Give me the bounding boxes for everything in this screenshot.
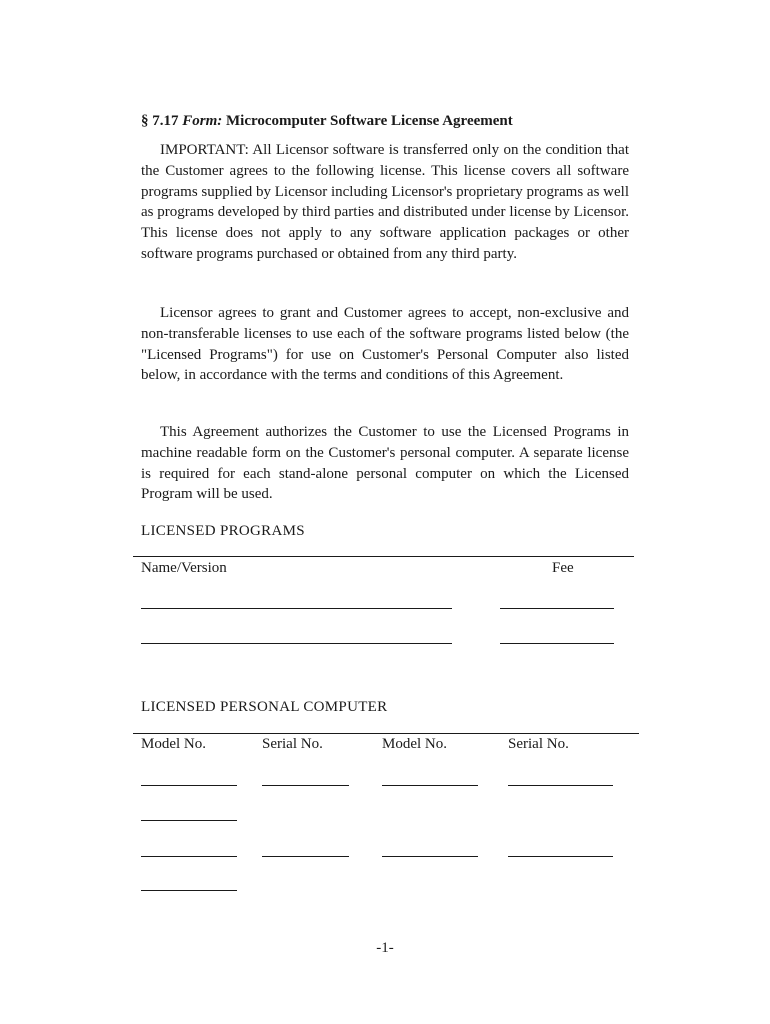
serial-no-blank-4[interactable] [508, 856, 613, 857]
column-model-no-2: Model No. [382, 736, 447, 752]
licensed-programs-heading: LICENSED PROGRAMS [141, 523, 305, 539]
column-model-no-1: Model No. [141, 736, 206, 752]
program-fee-blank-2[interactable] [500, 643, 614, 644]
column-name-version: Name/Version [141, 560, 227, 576]
model-no-blank-4[interactable] [382, 856, 478, 857]
serial-no-blank-2[interactable] [508, 785, 613, 786]
section-title [141, 111, 641, 131]
program-name-blank-1[interactable] [141, 608, 452, 609]
column-fee: Fee [552, 560, 574, 576]
program-fee-blank-1[interactable] [500, 608, 614, 609]
overflow-blank-2[interactable] [141, 890, 237, 891]
page-number: -1- [376, 940, 394, 956]
model-no-blank-2[interactable] [382, 785, 478, 786]
paragraph-grant: Licensor agrees to grant and Customer agrees to accept, non-exclusive and non-transferable licenses to use each of the software programs listed below (the "Licensed Programs") for use on Customer's Personal Computer also listed below, in accordance with the terms and conditions of this Agreement. [141, 305, 629, 384]
licensed-computer-heading: LICENSED PERSONAL COMPUTER [141, 699, 388, 715]
licensed-programs-rule [133, 556, 634, 557]
serial-no-blank-1[interactable] [262, 785, 349, 786]
paragraph-important: IMPORTANT: All Licensor software is transferred only on the condition that the Customer agrees to the following license. This license covers all software programs supplied by Licensor including Licensor's proprietary programs as well as programs developed by third parties and distributed under license by Licensor. This license does not apply to any software application packages or other software programs purchased or obtained from any third party. [141, 142, 629, 262]
form-label: Form: [182, 113, 223, 129]
model-no-blank-1[interactable] [141, 785, 237, 786]
column-serial-no-2: Serial No. [508, 736, 569, 752]
serial-no-blank-3[interactable] [262, 856, 349, 857]
column-serial-no-1: Serial No. [262, 736, 323, 752]
section-number: § 7.17 [141, 113, 179, 129]
program-name-blank-2[interactable] [141, 643, 452, 644]
form-name: Microcomputer Software License Agreement [226, 113, 513, 129]
model-no-blank-3[interactable] [141, 856, 237, 857]
paragraph-authorization: This Agreement authorizes the Customer to use the Licensed Programs in machine readable form on the Customer's personal computer. A separate license is required for each stand-alone personal computer on which the Licensed Program will be used. [141, 424, 629, 503]
overflow-blank-1[interactable] [141, 820, 237, 821]
